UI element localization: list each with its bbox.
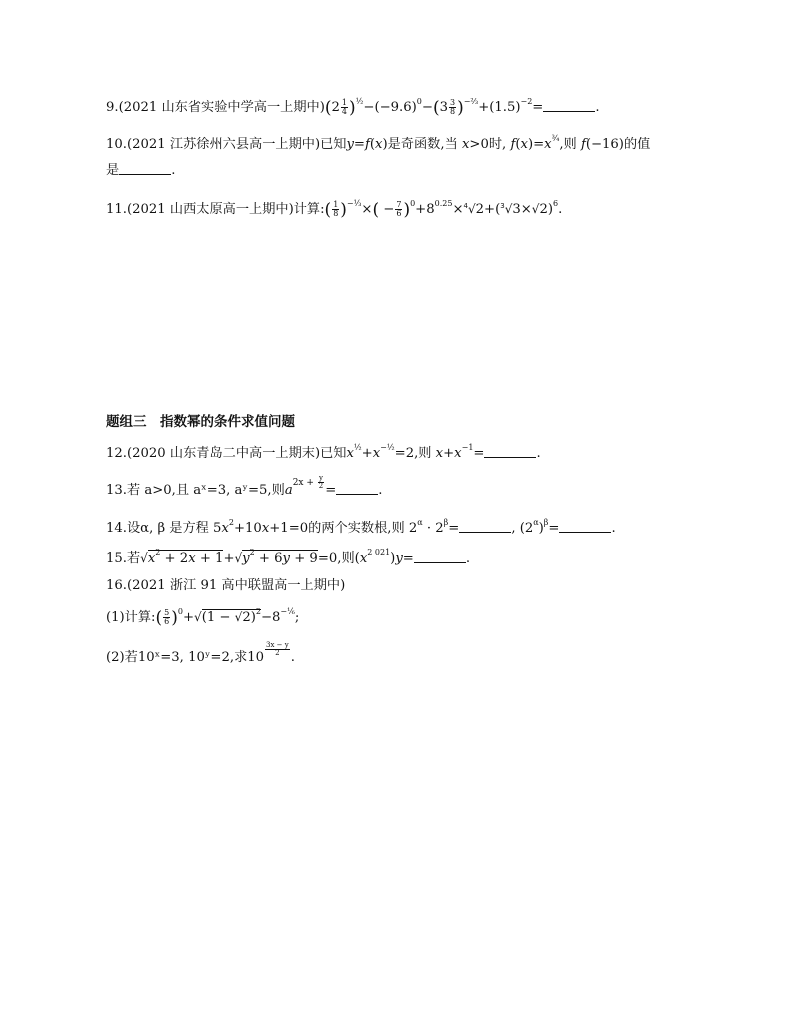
problem-16-part2: (2)若10ˣ=3, 10ʸ=2,求10 $^{\frac{3x - y}{2}}$ . bbox=[106, 641, 295, 665]
problem-16-number: 16. bbox=[106, 578, 127, 593]
problem-10-number: 10. bbox=[106, 137, 127, 152]
problem-16 bbox=[106, 578, 345, 594]
answer-blank-13[interactable] bbox=[336, 483, 378, 495]
problem-11: 11.(2021 山西太原高一上期中)计算:( $\frac{1}{8}$ )$^{-\frac{1}{3}}$×( − $\frac{7}{6}$ )$^0+8^{0.25}\times^4√2+(^3√3\times√2)^6$. bbox=[106, 199, 563, 220]
answer-blank-15[interactable] bbox=[414, 551, 466, 563]
problem-11-source: (2021 山西太原高一上期中) bbox=[126, 202, 294, 217]
problem-10: 10.(2021 江苏徐州六县高一上期中)已知y=f(x)是奇函数,当 x>0时, $f(x)=x^{\frac{3}{4}}$,则 f(−16)的值 bbox=[106, 134, 651, 152]
problem-14: 14.设α, β 是方程 $5x^2+10x+1=0$的两个实数根,则 $2^\alpha \cdot 2^\beta=$ , $(2^\alpha)^\beta=$ . bbox=[106, 518, 616, 536]
problem-12-number: 12. bbox=[106, 446, 127, 461]
answer-blank-10[interactable] bbox=[119, 163, 171, 175]
problem-11-number: 11. bbox=[106, 202, 127, 217]
answer-blank-14a[interactable] bbox=[459, 521, 511, 533]
answer-blank-9[interactable] bbox=[543, 100, 595, 112]
problem-13-number: 13. bbox=[106, 483, 127, 498]
problem-14-number: 14. bbox=[106, 521, 127, 536]
problem-15: 15.若$√x^2 + 2x + 1+√y^2 + 6y + 9=0$,则$(x^{2 021})y=$ . bbox=[106, 548, 471, 566]
answer-blank-14b[interactable] bbox=[559, 521, 611, 533]
problem-13: 13.若 a>0,且 aˣ=3, aʸ=5,则$a^{2x + \frac{y}{2}}$ = . bbox=[106, 474, 383, 498]
problem-16-part1: (1)计算:( $\frac{5}{6}$ )$^0+√(1 - √2)^2-8^{-\frac{1}{6}}$; bbox=[106, 607, 300, 628]
problem-16-source: (2021 浙江 91 高中联盟高一上期中) bbox=[126, 578, 346, 593]
problem-10-source: (2021 江苏徐州六县高一上期中) bbox=[126, 137, 321, 152]
problem-12-source: (2020 山东青岛二中高一上期末) bbox=[126, 446, 321, 461]
section-heading: 题组三 指数幂的条件求值问题 bbox=[106, 414, 295, 430]
answer-blank-12[interactable] bbox=[484, 446, 536, 458]
problem-9-number: 9. bbox=[106, 100, 119, 115]
problem-9-source: (2021 山东省实验中学高一上期中) bbox=[118, 100, 325, 115]
problem-9: 9.(2021 山东省实验中学高一上期中)(2 $\frac{1}{4}$ )$^{\frac{1}{2}}-(-9.6)^0-(3$ $\frac{3}{8}$ )$^{-\frac{2}{3}}+(1.5)^{-2}=$ . bbox=[106, 97, 600, 118]
problem-15-number: 15. bbox=[106, 551, 127, 566]
problem-10-cont: 是 . bbox=[106, 163, 176, 178]
problem-12: 12.(2020 山东青岛二中高一上期末)已知$x^{\frac{1}{2}}+x^{-\frac{1}{2}}=2$,则 $x+x^{-1}=$ . bbox=[106, 443, 541, 461]
